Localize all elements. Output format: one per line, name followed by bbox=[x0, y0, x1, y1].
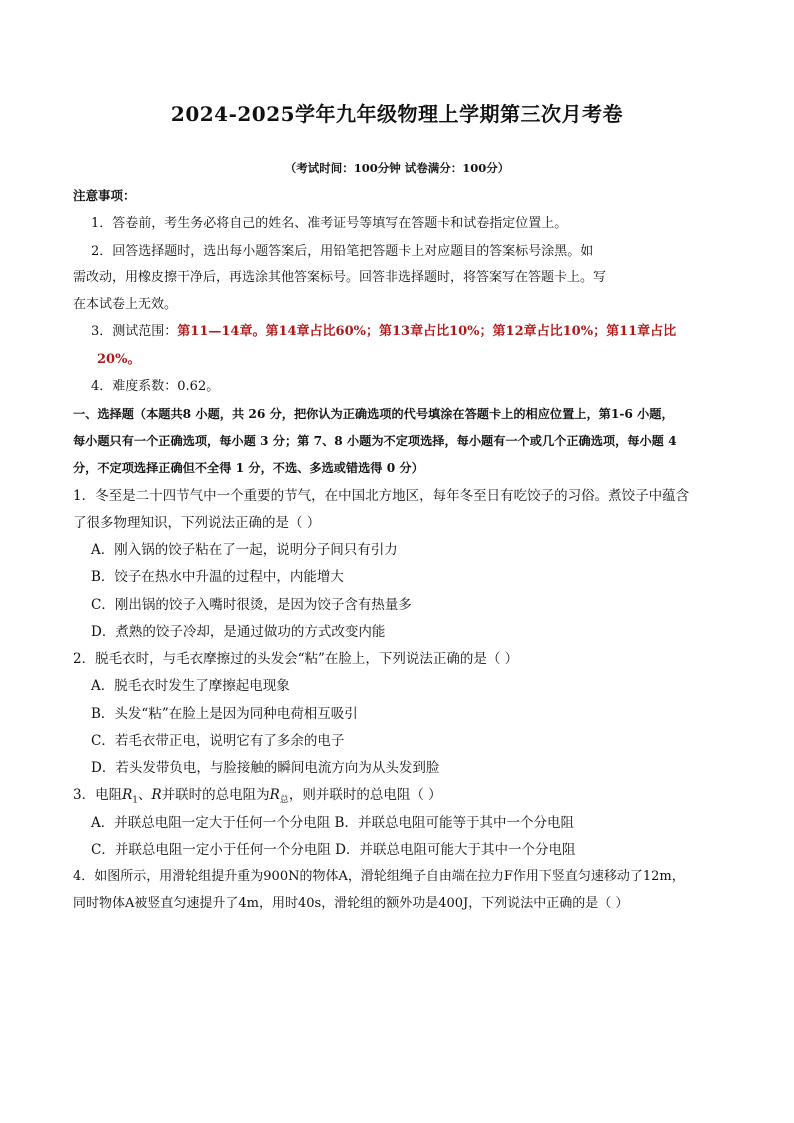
notice-item-2-line-2: 需改动，用橡皮擦干净后，再选涂其他答案标号。回答非选择题时，将答案写在答题卡上。写 bbox=[73, 270, 607, 285]
notice-heading: 注意事项： bbox=[73, 188, 136, 203]
question-4-line-1: 4．如图所示，用滑轮组提升重为900N的物体A，滑轮组绳子自由端在拉力F作用下竖直匀速移动了12m， bbox=[73, 869, 685, 884]
question-2-option-b: B．头发“粘”在脸上是因为同种电荷相互吸引 bbox=[91, 706, 358, 722]
notice-item-2-line-3: 在本试卷上无效。 bbox=[73, 297, 178, 312]
notice-item-3-prefix: 3．测试范围： bbox=[91, 324, 178, 339]
total-resistance-symbol: R bbox=[269, 787, 280, 803]
notice-item-3 bbox=[91, 323, 676, 341]
question-2-line-1: 2．脱毛衣时，与毛衣摩擦过的头发会“粘”在脸上，下列说法正确的是（ ） bbox=[73, 651, 519, 667]
question-1-option-c: C．刚出锅的饺子入嘴时很烫，是因为饺子含有热量多 bbox=[91, 597, 412, 613]
exam-subtitle: （考试时间：100分钟 试卷满分：100分） bbox=[284, 161, 510, 175]
resistor-r1-subscript: 1 bbox=[132, 795, 138, 806]
question-3-text-end: ，则并联时的总电阻（ ） bbox=[288, 787, 442, 803]
question-3-separator: 、 bbox=[138, 787, 152, 803]
question-3-options-cd: C．并联总电阻一定小于任何一个分电阻 D．并联总电阻可能大于其中一个分电阻 bbox=[91, 842, 576, 858]
notice-item-4: 4．难度系数：0.62。 bbox=[91, 379, 220, 394]
question-1-line-1: 1．冬至是二十四节气中一个重要的节气，在中国北方地区，每年冬至日有吃饺子的习俗。煮饺子中蕴含 bbox=[73, 488, 690, 504]
section-heading-line-2: 每小题只有一个正确选项，每小题 3 分；第 7、8 小题为不定项选择，每小题有一个或几个正确选项，每小题 4 bbox=[73, 434, 677, 448]
resistor-r1-symbol: R bbox=[122, 787, 133, 803]
total-resistance-subscript: 总 bbox=[279, 795, 289, 806]
exam-title: 2024-2025学年九年级物理上学期第三次月考卷 bbox=[170, 102, 624, 126]
question-3-line-1 bbox=[73, 786, 442, 810]
notice-item-2-line-1: 2．回答选择题时，选出每小题答案后，用铅笔把答题卡上对应题目的答案标号涂黑。如 bbox=[91, 244, 594, 259]
question-3-options-ab: A．并联总电阻一定大于任何一个分电阻 B．并联总电阻可能等于其中一个分电阻 bbox=[91, 815, 574, 831]
question-2-option-a: A．脱毛衣时发生了摩擦起电现象 bbox=[91, 678, 290, 694]
question-1-option-a: A．刚入锅的饺子粘在了一起，说明分子间只有引力 bbox=[91, 542, 398, 558]
test-scope-continued: 20%。 bbox=[97, 352, 141, 367]
section-heading-line-1: 一、选择题（本题共8 小题，共 26 分，把你认为正确选项的代号填涂在答题卡上的相应位置上，第1-6 小题， bbox=[73, 407, 674, 421]
question-1-option-d: D．煮熟的饺子冷却，是通过做功的方式改变内能 bbox=[91, 624, 386, 640]
question-3-text-middle: 并联时的总电阻为 bbox=[161, 787, 270, 803]
question-1-line-2: 了很多物理知识，下列说法正确的是（ ） bbox=[73, 515, 321, 531]
question-3-text-start: 3．电阻 bbox=[73, 787, 123, 803]
section-heading-line-3: 分，不定项选择正确但不全得 1 分，不选、多选或错选得 0 分） bbox=[73, 461, 424, 475]
question-2-option-c: C．若毛衣带正电，说明它有了多余的电子 bbox=[91, 733, 345, 749]
question-2-option-d: D．若头发带负电，与脸接触的瞬间电流方向为从头发到脸 bbox=[91, 760, 440, 776]
notice-item-1: 1．答卷前，考生务必将自己的姓名、准考证号等填写在答题卡和试卷指定位置上。 bbox=[91, 216, 568, 231]
question-4-line-2: 同时物体A被竖直匀速提升了4m，用时40s，滑轮组的额外功是400J，下列说法中正确的是（ ） bbox=[73, 896, 629, 911]
question-1-option-b: B．饺子在热水中升温的过程中，内能增大 bbox=[91, 569, 344, 585]
resistor-r2-symbol: R bbox=[151, 787, 162, 803]
test-scope: 第11—14章。第14章占比60%；第13章占比10%；第12章占比10%；第11章占比 bbox=[177, 324, 677, 339]
